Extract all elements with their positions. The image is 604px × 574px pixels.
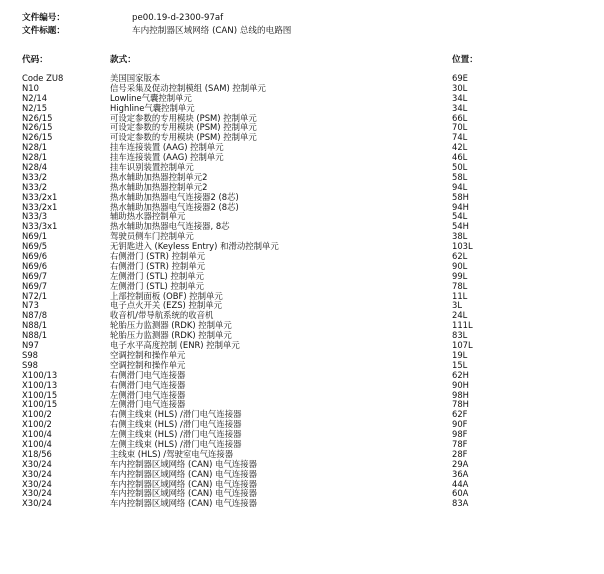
table-row [0,183,604,193]
component-position: 78F [452,438,468,449]
table-row [0,410,604,420]
component-code: X100/15 [22,399,58,410]
component-position: 30L [452,82,468,93]
component-position: 83L [452,330,468,341]
component-code: N26/15 [22,132,53,143]
component-code: N72/1 [22,290,48,301]
table-row [0,104,604,114]
component-description: 车内控制器区域网络 (CAN) 电气连接器 [110,488,257,499]
table-row [0,94,604,104]
component-description: 热水辅助加热器电气连接器, 8芯 [110,221,230,232]
column-header-position: 位置： [452,55,478,65]
component-description: 无钥匙进入 (Keyless Entry) 和滑动控制单元 [110,241,279,252]
table-row [0,163,604,173]
component-position: 58L [452,171,468,182]
table-row [0,212,604,222]
component-description: 热水辅助加热器电气连接器2 (8芯) [110,201,239,212]
component-code: N33/2 [22,171,48,182]
component-position: 34L [452,102,468,113]
component-code: N88/1 [22,330,48,341]
file-number-value: pe00.19-d-2300-97af [132,13,224,23]
component-description: 可设定参数的专用模块 (PSM) 控制单元 [110,122,257,133]
component-code: X18/56 [22,448,52,459]
component-code: X30/24 [22,458,52,469]
table-row [0,341,604,351]
table-row [0,489,604,499]
component-position: 66L [452,112,468,123]
component-description: 左侧滑门电气连接器 [110,389,186,400]
table-row [0,351,604,361]
table-row [0,143,604,153]
table-row [0,440,604,450]
component-description: 左侧主线束 (HLS) /滑门电气连接器 [110,429,242,440]
component-position: 28F [452,448,468,459]
table-row [0,480,604,490]
component-code: X30/24 [22,488,52,499]
table-row [0,381,604,391]
table-row [0,450,604,460]
component-code: X100/13 [22,369,58,380]
component-position: 94H [452,201,469,212]
component-code: X30/24 [22,468,52,479]
table-row [0,331,604,341]
component-description: 热水辅助加热器控制单元2 [110,171,208,182]
component-code: N33/2x1 [22,201,58,212]
component-position: 24L [452,310,468,321]
component-description: Highline气囊控制单元 [110,102,195,113]
file-title-value: 车内控制器区域网络 (CAN) 总线的电路图 [132,26,292,36]
component-code: N69/5 [22,241,48,252]
component-code: N69/6 [22,260,48,271]
component-code: S98 [22,349,38,360]
component-code: N69/1 [22,231,48,242]
component-position: 62L [452,251,468,262]
component-code: S98 [22,359,38,370]
component-position: 90H [452,379,469,390]
component-position: 46L [452,152,468,163]
component-position: 54L [452,211,468,222]
component-position: 83A [452,498,469,509]
component-position: 44A [452,478,469,489]
component-code: N33/3 [22,211,48,222]
component-code: N33/3x1 [22,221,58,232]
component-position: 99L [452,270,468,281]
component-description: 右侧滑门电气连接器 [110,379,186,390]
table-row [0,133,604,143]
component-position: 94L [452,181,468,192]
component-code: N28/4 [22,162,48,173]
component-description: 右侧滑门 (STR) 控制单元 [110,260,206,271]
component-position: 19L [452,349,468,360]
table-row [0,301,604,311]
component-description: 右侧主线束 (HLS) /滑门电气连接器 [110,409,242,420]
file-title-label: 文件标题： [22,26,65,36]
component-position: 60A [452,488,469,499]
component-code: X100/4 [22,429,52,440]
table-row [0,84,604,94]
component-position: 36A [452,468,469,479]
component-description: 右侧主线束 (HLS) /滑门电气连接器 [110,419,242,430]
component-position: 34L [452,92,468,103]
component-code: N10 [22,82,39,93]
component-position: 70L [452,122,468,133]
component-code: X100/4 [22,438,52,449]
component-position: 38L [452,231,468,242]
component-position: 78L [452,280,468,291]
component-description: 电子水平高度控制 (ENR) 控制单元 [110,340,240,351]
component-code: X30/24 [22,478,52,489]
component-description: 车内控制器区域网络 (CAN) 电气连接器 [110,458,257,469]
table-row [0,361,604,371]
component-description: 轮胎压力监测器 (RDK) 控制单元 [110,330,232,341]
component-description: Lowline气囊控制单元 [110,92,192,103]
component-position: 42L [452,142,468,153]
component-code: N73 [22,300,39,311]
component-description: 右侧滑门 (STR) 控制单元 [110,251,206,262]
component-description: 挂车识别装置控制单元 [110,162,194,173]
component-position: 29A [452,458,469,469]
table-row [0,262,604,272]
table-row [0,282,604,292]
component-code: X30/24 [22,498,52,509]
table-row [0,272,604,282]
component-list [0,74,604,509]
table-row [0,321,604,331]
component-description: 热水辅助加热器电气连接器2 (8芯) [110,191,239,202]
component-code: N2/14 [22,92,48,103]
column-header-code: 代码： [22,55,48,65]
table-row [0,114,604,124]
table-row [0,311,604,321]
table-row [0,74,604,84]
component-description: 可设定参数的专用模块 (PSM) 控制单元 [110,112,257,123]
component-position: 107L [452,340,473,351]
table-row [0,242,604,252]
component-description: 空调控制和操作单元 [110,359,186,370]
component-description: 挂车连接装置 (AAG) 控制单元 [110,142,224,153]
component-code: N87/8 [22,310,48,321]
table-row [0,123,604,133]
component-description: 车内控制器区域网络 (CAN) 电气连接器 [110,478,257,489]
component-code: N69/7 [22,280,48,291]
column-header-model: 款式： [110,55,136,65]
table-row [0,400,604,410]
component-position: 98F [452,429,468,440]
component-position: 62H [452,369,469,380]
table-row [0,470,604,480]
component-code: X100/2 [22,409,52,420]
component-code: N33/2x1 [22,191,58,202]
component-code: N88/1 [22,320,48,331]
component-position: 58H [452,191,469,202]
component-code: N69/6 [22,251,48,262]
component-position: 69E [452,73,468,83]
table-row [0,153,604,163]
table-row [0,371,604,381]
component-description: 左侧滑门电气连接器 [110,399,186,410]
component-description: 车内控制器区域网络 (CAN) 电气连接器 [110,468,257,479]
component-description: 左侧主线束 (HLS) /滑门电气连接器 [110,438,242,449]
component-code: X100/2 [22,419,52,430]
table-row [0,391,604,401]
component-code: N28/1 [22,152,48,163]
component-description: 辅助热水器控制单元 [110,211,186,222]
component-description: 收音机/带导航系统的收音机 [110,310,214,321]
table-row [0,173,604,183]
component-code: N26/15 [22,112,53,123]
component-position: 74L [452,132,468,143]
component-description: 热水辅助加热器控制单元2 [110,181,208,192]
component-code: N33/2 [22,181,48,192]
component-position: 62F [452,409,468,420]
component-description: 驾驶员侧车门控制单元 [110,231,194,242]
component-description: 可设定参数的专用模块 (PSM) 控制单元 [110,132,257,143]
table-row [0,499,604,509]
component-code: N26/15 [22,122,53,133]
component-description: 左侧滑门 (STL) 控制单元 [110,280,204,291]
component-position: 111L [452,320,473,331]
component-position: 54H [452,221,469,232]
table-row [0,193,604,203]
table-row [0,252,604,262]
component-description: 挂车连接装置 (AAG) 控制单元 [110,152,224,163]
file-number-label: 文件编号： [22,13,65,23]
component-code: N69/7 [22,270,48,281]
table-row [0,232,604,242]
component-position: 15L [452,359,468,370]
table-row [0,203,604,213]
component-code: N2/15 [22,102,48,113]
component-description: 轮胎压力监测器 (RDK) 控制单元 [110,320,232,331]
table-row [0,222,604,232]
component-position: 78H [452,399,469,410]
component-position: 90F [452,419,468,430]
component-position: 98H [452,389,469,400]
component-description: 上部控制面板 (OBF) 控制单元 [110,290,223,301]
component-position: 103L [452,241,473,252]
table-row [0,420,604,430]
component-description: 美国国家版本 [110,73,161,83]
component-description: 电子点火开关 (EZS) 控制单元 [110,300,222,311]
component-position: 3L [452,300,462,311]
component-position: 11L [452,290,468,301]
component-description: 右侧滑门电气连接器 [110,369,186,380]
component-code: Code ZU8 [22,73,64,83]
component-position: 90L [452,260,468,271]
component-code: X100/13 [22,379,58,390]
component-code: N97 [22,340,39,351]
component-description: 左侧滑门 (STL) 控制单元 [110,270,204,281]
component-position: 50L [452,162,468,173]
component-description: 空调控制和操作单元 [110,349,186,360]
component-description: 主线束 (HLS) /驾驶室电气连接器 [110,448,234,459]
table-row [0,292,604,302]
table-row [0,460,604,470]
component-code: X100/15 [22,389,58,400]
component-description: 车内控制器区域网络 (CAN) 电气连接器 [110,498,257,509]
component-code: N28/1 [22,142,48,153]
table-row [0,430,604,440]
component-description: 信号采集及促动控制模组 (SAM) 控制单元 [110,82,266,93]
